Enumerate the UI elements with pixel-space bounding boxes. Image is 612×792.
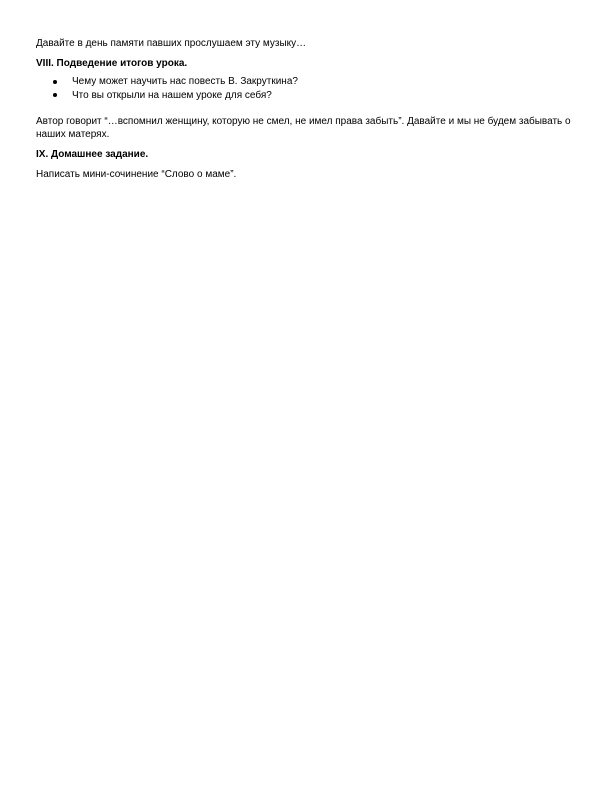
list-item bbox=[50, 89, 298, 103]
list-item-text: Чему может научить нас повесть В. Закруткина? bbox=[72, 76, 298, 87]
homework-text: Написать мини-сочинение “Слово о маме”. bbox=[36, 169, 237, 180]
author-quote-paragraph: Автор говорит “…вспомнил женщину, которую не смел, не имел права забыть”. Давайте и мы не будем забывать о наших матерях. bbox=[36, 116, 571, 140]
discussion-questions-list bbox=[50, 75, 298, 102]
bullet-icon bbox=[53, 93, 57, 97]
section-ix-heading: IX. Домашнее задание. bbox=[36, 149, 149, 160]
list-item-text: Что вы открыли на нашем уроке для себя? bbox=[72, 89, 272, 101]
section-viii-heading: VIII. Подведение итогов урока. bbox=[36, 58, 188, 69]
bullet-icon bbox=[53, 80, 57, 84]
list-item bbox=[50, 75, 298, 89]
intro-line: Давайте в день памяти павших прослушаем эту музыку… bbox=[36, 38, 307, 49]
